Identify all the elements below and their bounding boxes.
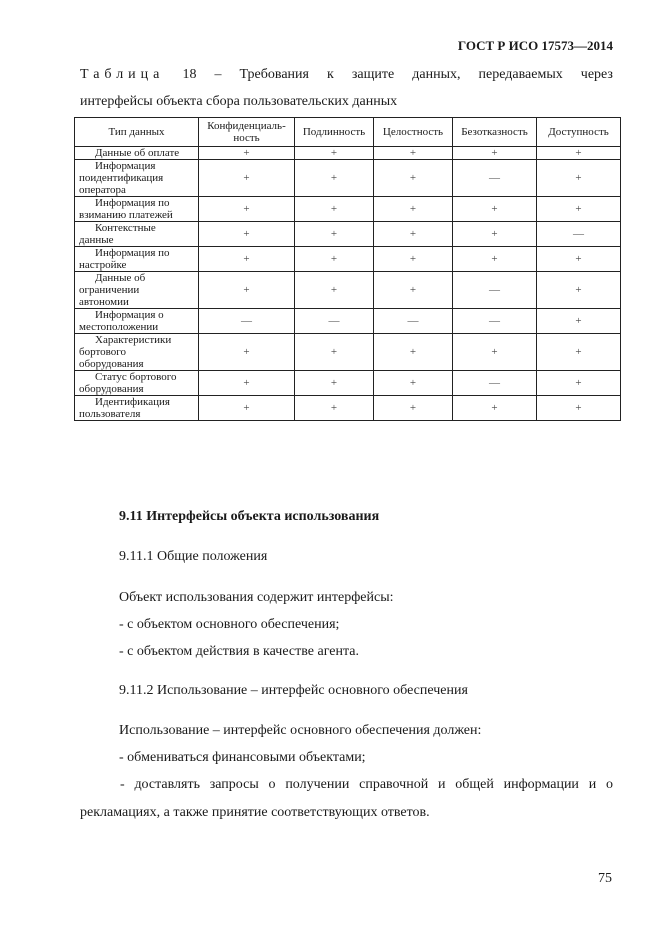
caption-word: передаваемых bbox=[478, 67, 563, 82]
requirement-mark: + bbox=[537, 147, 621, 160]
requirement-mark: + bbox=[199, 222, 295, 247]
requirement-mark: + bbox=[295, 247, 374, 272]
data-type-cell bbox=[75, 160, 199, 197]
requirement-mark: + bbox=[453, 334, 537, 371]
data-type-line: Характеристики bbox=[95, 334, 172, 346]
data-type-line: Информация о bbox=[95, 309, 164, 321]
requirement-mark: + bbox=[374, 272, 453, 309]
list-item-word: о bbox=[605, 777, 613, 792]
requirement-mark: + bbox=[453, 247, 537, 272]
data-type-line: взиманию платежей bbox=[79, 209, 173, 221]
list-item-word: справочной bbox=[359, 777, 429, 792]
table-row bbox=[75, 272, 621, 309]
list-item: - обмениваться финансовыми объектами; bbox=[119, 750, 366, 765]
section-heading: 9.11 Интерфейсы объекта использования bbox=[119, 509, 380, 524]
data-type-line: настройке bbox=[79, 259, 127, 271]
table-row bbox=[75, 247, 621, 272]
requirement-mark: — bbox=[453, 309, 537, 334]
caption-word: защите bbox=[351, 67, 395, 82]
page-number: 75 bbox=[598, 871, 612, 886]
requirement-mark: + bbox=[199, 197, 295, 222]
requirement-mark: + bbox=[295, 371, 374, 396]
data-type-cell bbox=[75, 309, 199, 334]
requirement-mark: + bbox=[374, 160, 453, 197]
data-type-line: местоположении bbox=[79, 321, 159, 333]
requirement-mark: + bbox=[199, 371, 295, 396]
requirement-mark: + bbox=[453, 396, 537, 421]
requirement-mark: — bbox=[295, 309, 374, 334]
list-item: - с объектом основного обеспечения; bbox=[119, 617, 340, 632]
data-type-line: Идентификация bbox=[95, 396, 170, 408]
requirement-mark: — bbox=[537, 222, 621, 247]
table-row bbox=[75, 147, 621, 160]
data-type-line: Информация по bbox=[95, 197, 170, 209]
data-type-line: Статус бортового bbox=[95, 371, 177, 383]
table-row bbox=[75, 396, 621, 421]
requirement-mark: — bbox=[374, 309, 453, 334]
requirement-mark: — bbox=[199, 309, 295, 334]
list-item-word: и bbox=[437, 777, 446, 792]
list-item: - с объектом действия в качестве агента. bbox=[119, 644, 359, 659]
table-row bbox=[75, 334, 621, 371]
paragraph: Объект использования содержит интерфейсы: bbox=[119, 590, 394, 605]
list-item-word: и bbox=[588, 777, 597, 792]
requirement-mark: + bbox=[199, 147, 295, 160]
data-type-line: Информация по bbox=[95, 247, 170, 259]
requirement-mark: + bbox=[537, 197, 621, 222]
data-type-line: оборудования bbox=[79, 383, 144, 395]
requirement-mark: + bbox=[374, 334, 453, 371]
requirement-mark: + bbox=[374, 222, 453, 247]
requirement-mark: + bbox=[295, 272, 374, 309]
data-type-cell bbox=[75, 247, 199, 272]
requirement-mark: + bbox=[374, 197, 453, 222]
caption-number: 18 bbox=[182, 67, 197, 82]
table-row bbox=[75, 160, 621, 197]
caption-word: данных, bbox=[412, 67, 461, 82]
data-type-cell bbox=[75, 396, 199, 421]
data-type-line: поидентификация bbox=[79, 172, 164, 184]
list-item-word: информации bbox=[503, 777, 579, 792]
data-type-line: Информация bbox=[95, 160, 156, 172]
requirement-mark: + bbox=[537, 247, 621, 272]
list-item-word: - bbox=[120, 777, 125, 792]
column-header: Доступность bbox=[537, 118, 621, 147]
requirement-mark: + bbox=[295, 160, 374, 197]
caption-word: через bbox=[580, 67, 613, 82]
caption-label: Таблица bbox=[80, 67, 165, 82]
requirement-mark: + bbox=[295, 147, 374, 160]
data-type-line: Данные об оплате bbox=[95, 147, 180, 159]
requirement-mark: — bbox=[453, 272, 537, 309]
table-header-row bbox=[75, 118, 621, 147]
requirement-mark: + bbox=[199, 247, 295, 272]
list-item-word: о bbox=[268, 777, 276, 792]
table-row bbox=[75, 222, 621, 247]
data-type-cell bbox=[75, 371, 199, 396]
requirement-mark: + bbox=[199, 396, 295, 421]
data-type-line: ограничении bbox=[79, 284, 140, 296]
requirement-mark: + bbox=[453, 222, 537, 247]
data-type-cell bbox=[75, 272, 199, 309]
subsection-heading: 9.11.1 Общие положения bbox=[119, 549, 268, 564]
paragraph: Использование – интерфейс основного обеспечения должен: bbox=[119, 723, 482, 738]
requirement-mark: + bbox=[295, 396, 374, 421]
requirement-mark: + bbox=[199, 334, 295, 371]
table-row bbox=[75, 197, 621, 222]
table-body bbox=[75, 147, 621, 421]
caption-word: Требования bbox=[239, 67, 309, 82]
data-type-line: бортового bbox=[79, 346, 126, 358]
list-item-multiline bbox=[80, 771, 613, 827]
data-type-line: оборудования bbox=[79, 358, 144, 370]
column-header: Тип данных bbox=[75, 118, 199, 147]
column-header: Подлинность bbox=[295, 118, 374, 147]
data-type-line: данные bbox=[79, 234, 114, 246]
requirement-mark: + bbox=[374, 247, 453, 272]
requirement-mark: + bbox=[537, 371, 621, 396]
requirement-mark: + bbox=[537, 272, 621, 309]
list-item-word: запросы bbox=[209, 777, 259, 792]
requirement-mark: + bbox=[374, 147, 453, 160]
requirement-mark: + bbox=[199, 272, 295, 309]
list-item-line-2: рекламациях, а также принятие соответствующих ответов. bbox=[80, 805, 430, 820]
data-type-cell bbox=[75, 222, 199, 247]
subsection-heading: 9.11.2 Использование – интерфейс основного обеспечения bbox=[119, 683, 468, 698]
data-type-line: Контекстные bbox=[95, 222, 156, 234]
data-type-line: автономии bbox=[79, 296, 129, 308]
caption-word: к bbox=[327, 67, 334, 82]
caption-line-1 bbox=[80, 61, 613, 88]
requirement-mark: + bbox=[295, 334, 374, 371]
requirement-mark: + bbox=[537, 334, 621, 371]
column-header: Целостность bbox=[374, 118, 453, 147]
data-type-cell bbox=[75, 147, 199, 160]
table-row bbox=[75, 371, 621, 396]
list-item-line-1 bbox=[80, 771, 613, 799]
requirement-mark: + bbox=[374, 371, 453, 396]
requirement-mark: + bbox=[537, 309, 621, 334]
data-type-cell bbox=[75, 334, 199, 371]
requirement-mark: + bbox=[453, 197, 537, 222]
data-type-line: пользователя bbox=[79, 408, 141, 420]
requirement-mark: + bbox=[537, 396, 621, 421]
requirement-mark: + bbox=[537, 160, 621, 197]
document-header: ГОСТ Р ИСО 17573—2014 bbox=[457, 38, 613, 53]
caption-dash: – bbox=[214, 67, 222, 82]
requirement-mark: + bbox=[199, 160, 295, 197]
column-header: Конфиденциаль-ность bbox=[199, 118, 295, 147]
requirement-mark: + bbox=[295, 222, 374, 247]
caption-line-2: интерфейсы объекта сбора пользовательских данных bbox=[80, 94, 398, 109]
requirement-mark: — bbox=[453, 371, 537, 396]
column-header: Безотказность bbox=[453, 118, 537, 147]
requirement-mark: + bbox=[453, 147, 537, 160]
requirement-mark: + bbox=[295, 197, 374, 222]
list-item-word: общей bbox=[455, 777, 494, 792]
requirements-table bbox=[74, 117, 621, 421]
list-item-word: доставлять bbox=[134, 777, 200, 792]
data-type-cell bbox=[75, 197, 199, 222]
list-item-word: получении bbox=[285, 777, 350, 792]
requirement-mark: — bbox=[453, 160, 537, 197]
requirement-mark: + bbox=[374, 396, 453, 421]
table-caption bbox=[80, 61, 613, 115]
data-type-line: оператора bbox=[79, 184, 126, 196]
table-row bbox=[75, 309, 621, 334]
data-type-line: Данные об bbox=[95, 272, 146, 284]
